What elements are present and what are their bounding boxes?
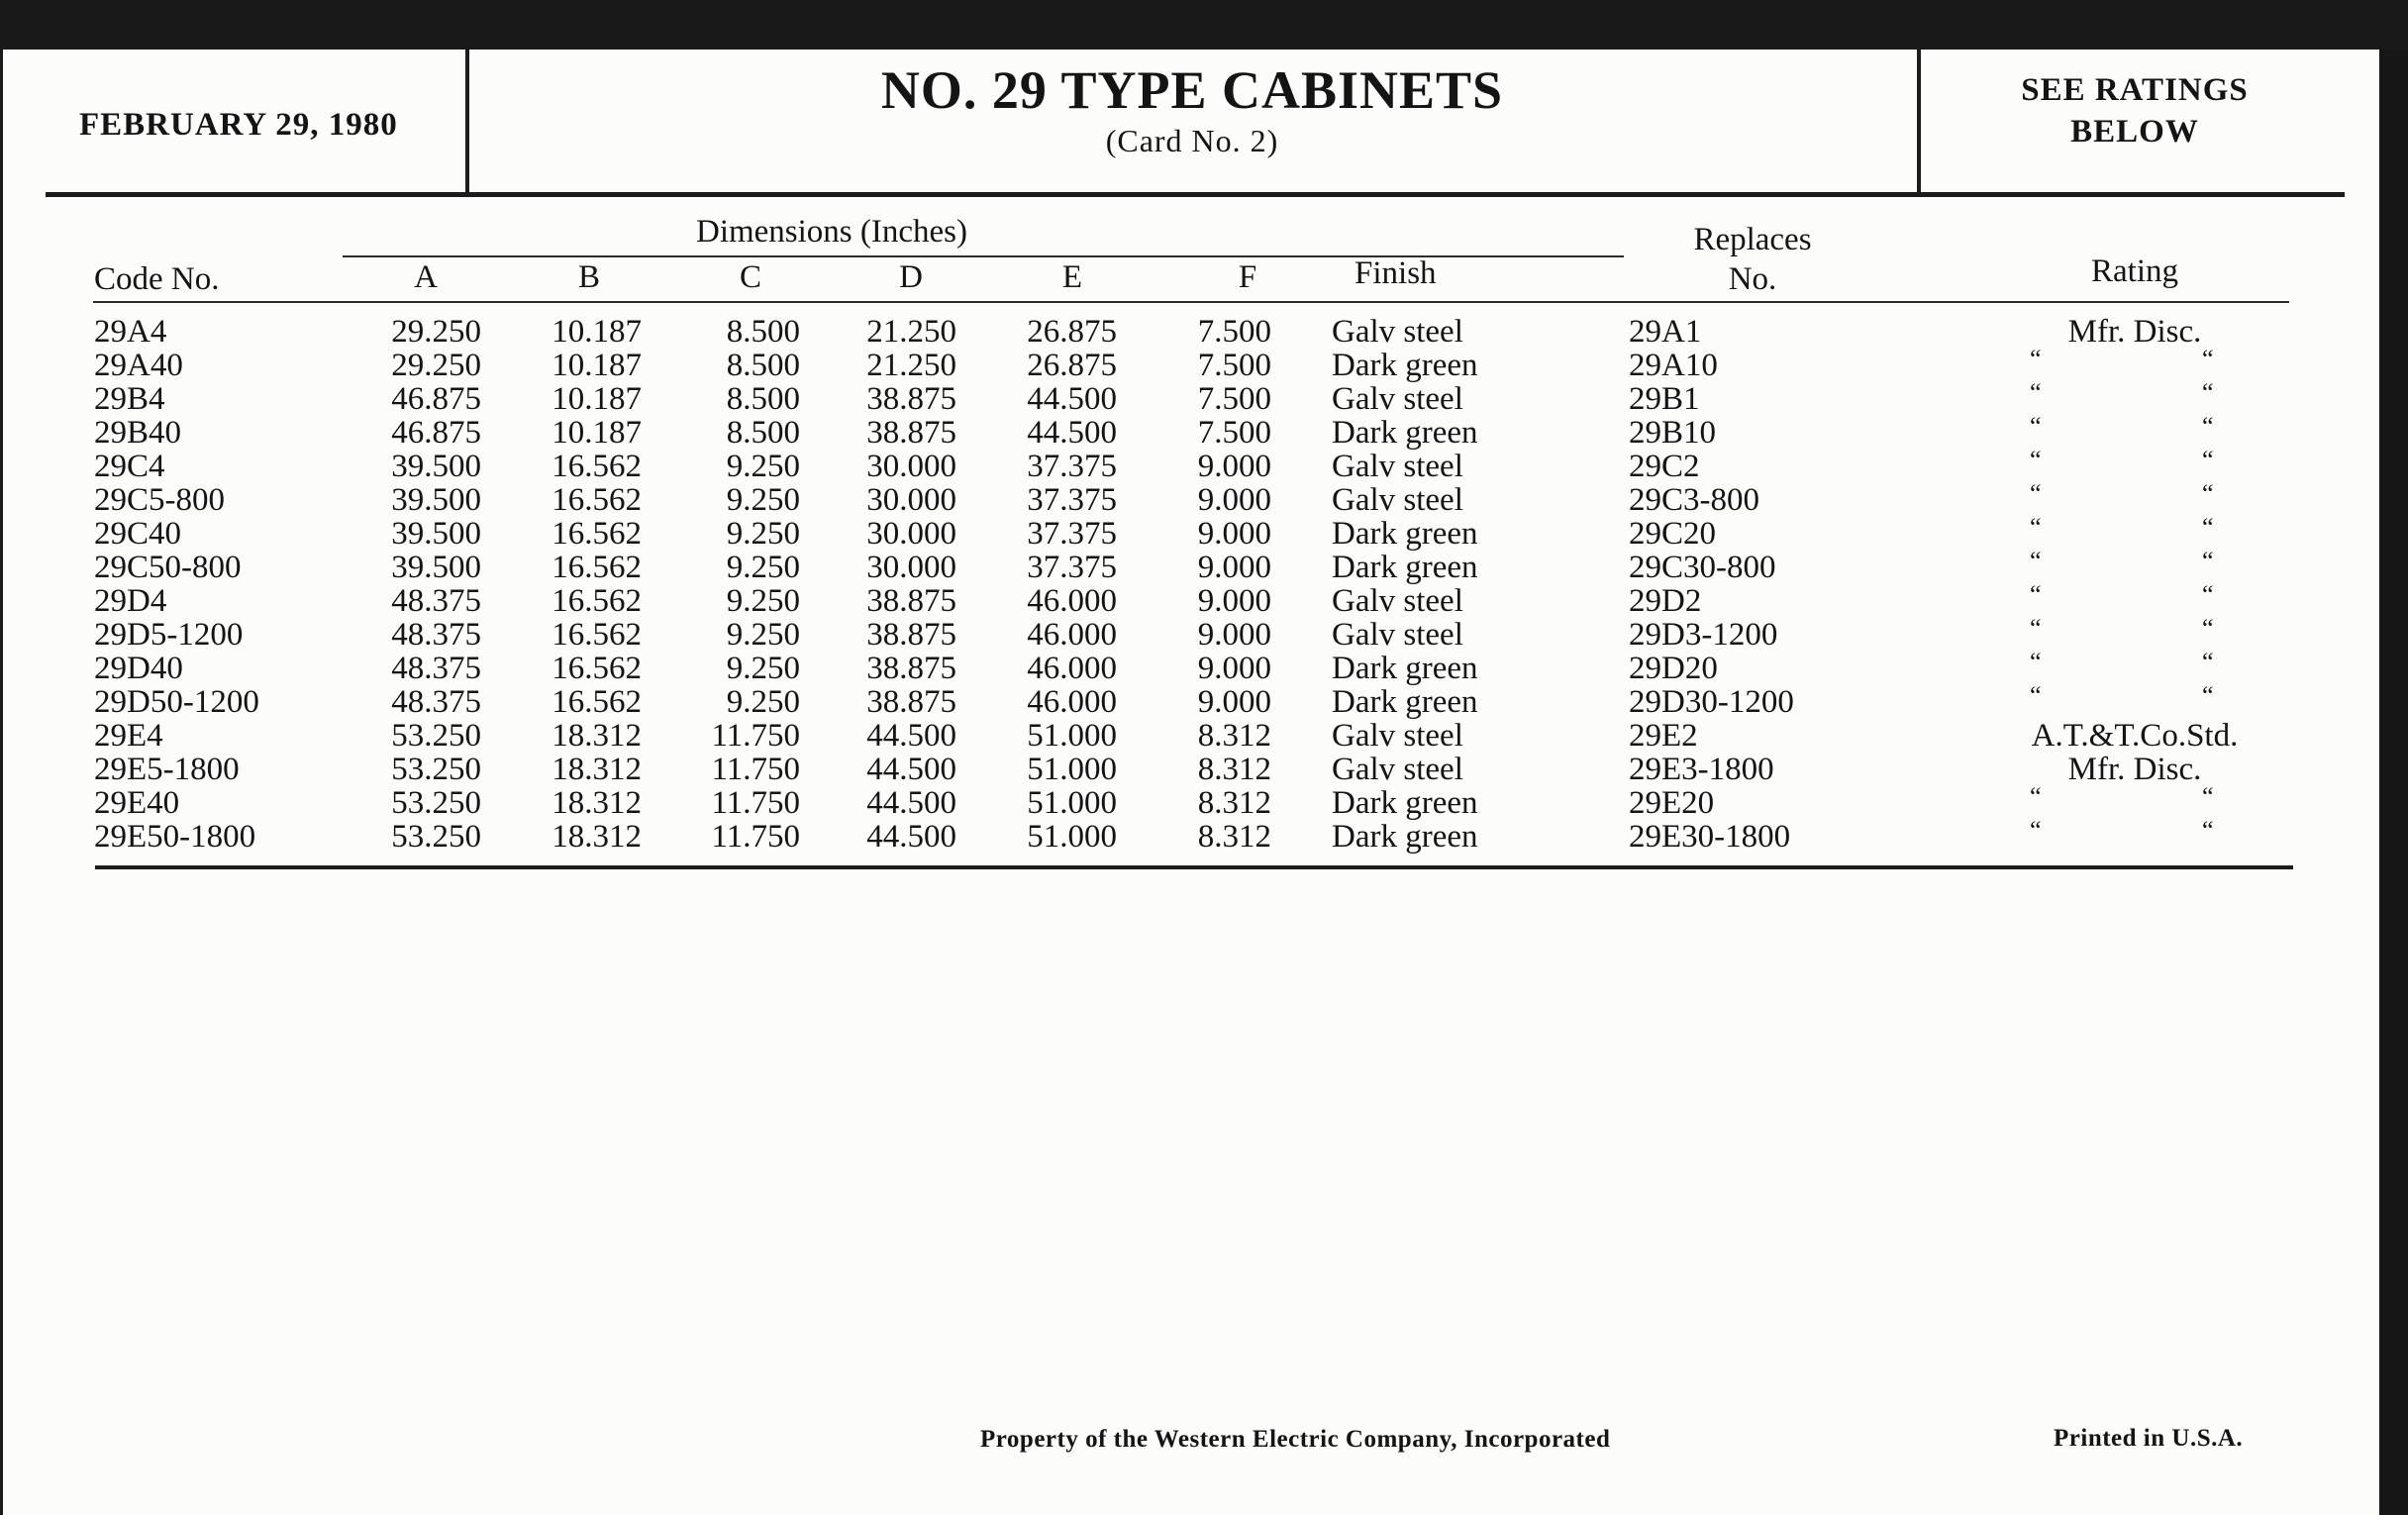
dimension-e-cell: 44.500 bbox=[1027, 415, 1117, 451]
replaces-cell: 29E3-1800 bbox=[1629, 752, 1774, 787]
dimension-f-cell: 9.000 bbox=[1197, 617, 1271, 653]
dimension-c-cell: 8.500 bbox=[726, 314, 800, 350]
dimension-e-cell: 51.000 bbox=[1027, 819, 1117, 855]
code-number-cell: 29E40 bbox=[94, 785, 180, 821]
rating-ditto-mark: “ bbox=[2202, 479, 2214, 508]
dimension-e-cell: 37.375 bbox=[1027, 550, 1117, 585]
dimension-f-cell: 9.000 bbox=[1197, 449, 1271, 484]
dimension-c-cell: 8.500 bbox=[726, 348, 800, 383]
card-number: (Card No. 2) bbox=[1105, 123, 1279, 158]
dimension-f-cell: 8.312 bbox=[1197, 752, 1271, 787]
dimension-b-cell: 16.562 bbox=[552, 583, 642, 619]
scan-right-border bbox=[2379, 50, 2408, 1515]
dimension-c-cell: 9.250 bbox=[726, 482, 800, 518]
dimension-f-cell: 7.500 bbox=[1197, 314, 1271, 350]
dimension-c-cell: 11.750 bbox=[711, 785, 800, 821]
dimension-b-cell: 18.312 bbox=[552, 785, 642, 821]
column-b: B bbox=[577, 259, 600, 295]
dimension-a-cell: 46.875 bbox=[391, 381, 481, 417]
rating-ditto-mark: “ bbox=[2030, 580, 2042, 609]
dimension-b-cell: 18.312 bbox=[552, 752, 642, 787]
table-row bbox=[0, 345, 2376, 383]
column-rating: Rating bbox=[2091, 253, 2178, 289]
rating-ditto-mark: “ bbox=[2030, 345, 2042, 373]
finish-cell: Dark green bbox=[1332, 684, 1478, 720]
dimension-b-cell: 10.187 bbox=[552, 381, 642, 417]
dimension-a-cell: 46.875 bbox=[391, 415, 481, 451]
dimension-f-cell: 9.000 bbox=[1197, 651, 1271, 686]
dimension-b-cell: 10.187 bbox=[552, 348, 642, 383]
column-finish: Finish bbox=[1354, 255, 1437, 291]
replaces-cell: 29A10 bbox=[1629, 348, 1718, 383]
finish-cell: Dark green bbox=[1332, 550, 1478, 585]
table-row bbox=[0, 648, 2376, 686]
ratings-note-line2: BELOW bbox=[2070, 114, 2199, 150]
dimensions-group-label: Dimensions (Inches) bbox=[695, 214, 968, 250]
dimension-d-cell: 38.875 bbox=[866, 617, 956, 653]
dimension-a-cell: 29.250 bbox=[391, 314, 481, 350]
rating-ditto-mark: “ bbox=[2030, 782, 2042, 811]
dimension-c-cell: 11.750 bbox=[711, 752, 800, 787]
table-row bbox=[0, 719, 2376, 753]
code-number-cell: 29E5-1800 bbox=[94, 752, 240, 787]
dimension-b-cell: 18.312 bbox=[552, 718, 642, 754]
dimension-c-cell: 9.250 bbox=[726, 449, 800, 484]
rating-ditto-mark: “ bbox=[2030, 378, 2042, 407]
dimension-a-cell: 53.250 bbox=[391, 718, 481, 754]
code-number-cell: 29C5-800 bbox=[94, 482, 225, 518]
finish-cell: Dark green bbox=[1332, 819, 1478, 855]
column-replaces-line1: Replaces bbox=[1693, 222, 1812, 257]
dimension-f-cell: 9.000 bbox=[1197, 516, 1271, 552]
table-row bbox=[0, 614, 2376, 653]
dimension-e-cell: 44.500 bbox=[1027, 381, 1117, 417]
dimension-d-cell: 38.875 bbox=[866, 583, 956, 619]
dimension-d-cell: 21.250 bbox=[866, 314, 956, 350]
dimension-f-cell: 9.000 bbox=[1197, 583, 1271, 619]
column-code: Code No. bbox=[94, 261, 220, 297]
rating-ditto-mark: “ bbox=[2030, 446, 2042, 474]
dimension-b-cell: 16.562 bbox=[552, 651, 642, 686]
finish-cell: Galv steel bbox=[1332, 449, 1463, 484]
dimension-e-cell: 46.000 bbox=[1027, 617, 1117, 653]
rating-ditto-mark: “ bbox=[2030, 614, 2042, 643]
dimension-e-cell: 37.375 bbox=[1027, 482, 1117, 518]
dimension-c-cell: 9.250 bbox=[726, 617, 800, 653]
column-a: A bbox=[414, 259, 438, 295]
column-replaces bbox=[1624, 220, 1881, 299]
replaces-cell: 29C2 bbox=[1629, 449, 1700, 484]
dimension-b-cell: 16.562 bbox=[552, 684, 642, 720]
rating-ditto-mark: “ bbox=[2030, 816, 2042, 845]
finish-cell: Galv steel bbox=[1332, 314, 1463, 350]
dimension-f-cell: 7.500 bbox=[1197, 415, 1271, 451]
dimension-c-cell: 11.750 bbox=[711, 718, 800, 754]
replaces-cell: 29E2 bbox=[1629, 718, 1698, 754]
table-row bbox=[0, 412, 2376, 451]
rating-ditto-mark: “ bbox=[2202, 547, 2214, 575]
table-bottom-rule bbox=[95, 865, 2293, 869]
replaces-cell: 29E20 bbox=[1629, 785, 1715, 821]
code-number-cell: 29D50-1200 bbox=[94, 684, 259, 720]
finish-cell: Galv steel bbox=[1332, 752, 1463, 787]
rating-ditto-mark: “ bbox=[2202, 580, 2214, 609]
rating-ditto-mark: “ bbox=[2030, 513, 2042, 542]
replaces-cell: 29A1 bbox=[1629, 314, 1702, 350]
dimension-e-cell: 26.875 bbox=[1027, 314, 1117, 350]
dimension-d-cell: 38.875 bbox=[866, 381, 956, 417]
replaces-cell: 29C3-800 bbox=[1629, 482, 1759, 518]
dimension-f-cell: 9.000 bbox=[1197, 482, 1271, 518]
column-e: E bbox=[1061, 259, 1083, 295]
table-row bbox=[0, 479, 2376, 518]
table-row bbox=[0, 681, 2376, 720]
dimension-e-cell: 46.000 bbox=[1027, 651, 1117, 686]
dimension-d-cell: 44.500 bbox=[866, 785, 956, 821]
dimension-a-cell: 48.375 bbox=[391, 583, 481, 619]
rating-ditto-mark: “ bbox=[2030, 547, 2042, 575]
dimension-c-cell: 8.500 bbox=[726, 381, 800, 417]
code-number-cell: 29C40 bbox=[94, 516, 182, 552]
replaces-cell: 29B1 bbox=[1629, 381, 1700, 417]
dimension-e-cell: 51.000 bbox=[1027, 718, 1117, 754]
replaces-cell: 29D30-1200 bbox=[1629, 684, 1794, 720]
code-number-cell: 29D40 bbox=[94, 651, 183, 686]
cabinet-table bbox=[0, 315, 2376, 854]
rating-ditto-mark: “ bbox=[2202, 816, 2214, 845]
dimension-d-cell: 30.000 bbox=[866, 449, 956, 484]
dimension-f-cell: 9.000 bbox=[1197, 550, 1271, 585]
finish-cell: Dark green bbox=[1332, 785, 1478, 821]
replaces-cell: 29D2 bbox=[1629, 583, 1702, 619]
dimension-a-cell: 48.375 bbox=[391, 684, 481, 720]
dimension-c-cell: 9.250 bbox=[726, 684, 800, 720]
dimension-b-cell: 18.312 bbox=[552, 819, 642, 855]
dimension-e-cell: 26.875 bbox=[1027, 348, 1117, 383]
printed-in-notice: Printed in U.S.A. bbox=[2054, 1425, 2244, 1452]
table-row bbox=[0, 753, 2376, 786]
table-row bbox=[0, 816, 2376, 855]
code-number-cell: 29E4 bbox=[94, 718, 163, 754]
dimension-b-cell: 16.562 bbox=[552, 550, 642, 585]
column-c: C bbox=[739, 259, 761, 295]
issue-date: FEBRUARY 29, 1980 bbox=[79, 107, 398, 143]
dimension-f-cell: 9.000 bbox=[1197, 684, 1271, 720]
dimension-a-cell: 53.250 bbox=[391, 785, 481, 821]
code-number-cell: 29C50-800 bbox=[94, 550, 242, 585]
replaces-cell: 29D3-1200 bbox=[1629, 617, 1778, 653]
table-row bbox=[0, 513, 2376, 552]
dimension-f-cell: 7.500 bbox=[1197, 381, 1271, 417]
rating-cell: A.T.&T.Co.Std. bbox=[2031, 718, 2239, 754]
dimension-b-cell: 16.562 bbox=[552, 449, 642, 484]
rating-ditto-mark: “ bbox=[2202, 648, 2214, 676]
finish-cell: Galv steel bbox=[1332, 381, 1463, 417]
dimension-a-cell: 39.500 bbox=[391, 550, 481, 585]
rating-ditto-mark: “ bbox=[2202, 681, 2214, 710]
column-f: F bbox=[1238, 259, 1257, 295]
column-header-rule bbox=[93, 301, 2289, 303]
rating-ditto-mark: “ bbox=[2202, 446, 2214, 474]
dimension-a-cell: 48.375 bbox=[391, 617, 481, 653]
finish-cell: Galv steel bbox=[1332, 617, 1463, 653]
replaces-cell: 29C20 bbox=[1629, 516, 1717, 552]
header-rule bbox=[46, 192, 2345, 197]
rating-ditto-mark: “ bbox=[2030, 412, 2042, 441]
rating-ditto-mark: “ bbox=[2030, 479, 2042, 508]
dimension-f-cell: 8.312 bbox=[1197, 785, 1271, 821]
rating-ditto-mark: “ bbox=[2202, 513, 2214, 542]
column-replaces-line2: No. bbox=[1728, 261, 1777, 297]
code-number-cell: 29B40 bbox=[94, 415, 182, 451]
finish-cell: Dark green bbox=[1332, 348, 1478, 383]
replaces-cell: 29D20 bbox=[1629, 651, 1718, 686]
dimension-d-cell: 30.000 bbox=[866, 516, 956, 552]
rating-ditto-mark: “ bbox=[2202, 345, 2214, 373]
rating-ditto-mark: “ bbox=[2202, 614, 2214, 643]
table-row bbox=[0, 378, 2376, 417]
replaces-cell: 29E30-1800 bbox=[1629, 819, 1791, 855]
dimension-d-cell: 38.875 bbox=[866, 415, 956, 451]
table-row bbox=[0, 782, 2376, 821]
code-number-cell: 29D5-1200 bbox=[94, 617, 244, 653]
table-row bbox=[0, 580, 2376, 619]
rating-ditto-mark: “ bbox=[2030, 681, 2042, 710]
dimension-d-cell: 38.875 bbox=[866, 651, 956, 686]
rating-ditto-mark: “ bbox=[2202, 378, 2214, 407]
finish-cell: Dark green bbox=[1332, 651, 1478, 686]
dimension-c-cell: 9.250 bbox=[726, 583, 800, 619]
property-notice: Property of the Western Electric Company, Incorporated bbox=[980, 1426, 1611, 1453]
ratings-note-line1: SEE RATINGS bbox=[2021, 72, 2249, 108]
dimension-a-cell: 39.500 bbox=[391, 516, 481, 552]
replaces-cell: 29C30-800 bbox=[1629, 550, 1776, 585]
code-number-cell: 29A40 bbox=[94, 348, 183, 383]
table-row bbox=[0, 315, 2376, 349]
ratings-note bbox=[1921, 69, 2349, 152]
dimension-a-cell: 48.375 bbox=[391, 651, 481, 686]
code-number-cell: 29D4 bbox=[94, 583, 167, 619]
dimension-f-cell: 8.312 bbox=[1197, 718, 1271, 754]
dimension-e-cell: 46.000 bbox=[1027, 684, 1117, 720]
finish-cell: Dark green bbox=[1332, 415, 1478, 451]
dimension-d-cell: 44.500 bbox=[866, 718, 956, 754]
dimension-e-cell: 37.375 bbox=[1027, 449, 1117, 484]
dimension-e-cell: 46.000 bbox=[1027, 583, 1117, 619]
code-number-cell: 29C4 bbox=[94, 449, 165, 484]
dimension-d-cell: 44.500 bbox=[866, 819, 956, 855]
dimension-d-cell: 21.250 bbox=[866, 348, 956, 383]
dimension-d-cell: 30.000 bbox=[866, 550, 956, 585]
dimension-c-cell: 9.250 bbox=[726, 651, 800, 686]
dimension-a-cell: 39.500 bbox=[391, 482, 481, 518]
finish-cell: Galv steel bbox=[1332, 583, 1463, 619]
dimension-d-cell: 30.000 bbox=[866, 482, 956, 518]
rating-ditto-mark: “ bbox=[2202, 782, 2214, 811]
finish-cell: Dark green bbox=[1332, 516, 1478, 552]
dimension-e-cell: 51.000 bbox=[1027, 752, 1117, 787]
dimension-a-cell: 53.250 bbox=[391, 819, 481, 855]
dimension-c-cell: 8.500 bbox=[726, 415, 800, 451]
card-title: NO. 29 TYPE CABINETS bbox=[880, 60, 1504, 120]
rating-ditto-mark: “ bbox=[2030, 648, 2042, 676]
rating-ditto-mark: “ bbox=[2202, 412, 2214, 441]
dimension-a-cell: 29.250 bbox=[391, 348, 481, 383]
code-number-cell: 29B4 bbox=[94, 381, 165, 417]
dimension-c-cell: 9.250 bbox=[726, 516, 800, 552]
finish-cell: Galv steel bbox=[1332, 718, 1463, 754]
dimension-b-cell: 10.187 bbox=[552, 415, 642, 451]
replaces-cell: 29B10 bbox=[1629, 415, 1717, 451]
table-row bbox=[0, 547, 2376, 585]
column-d: D bbox=[899, 259, 923, 295]
dimension-d-cell: 44.500 bbox=[866, 752, 956, 787]
code-number-cell: 29A4 bbox=[94, 314, 167, 350]
scan-top-border bbox=[0, 0, 2408, 51]
dimension-c-cell: 11.750 bbox=[711, 819, 800, 855]
code-number-cell: 29E50-1800 bbox=[94, 819, 256, 855]
dimension-c-cell: 9.250 bbox=[726, 550, 800, 585]
dimension-b-cell: 10.187 bbox=[552, 314, 642, 350]
dimension-a-cell: 53.250 bbox=[391, 752, 481, 787]
dimension-b-cell: 16.562 bbox=[552, 516, 642, 552]
finish-cell: Galv steel bbox=[1332, 482, 1463, 518]
dimension-d-cell: 38.875 bbox=[866, 684, 956, 720]
dimension-b-cell: 16.562 bbox=[552, 482, 642, 518]
dimension-e-cell: 37.375 bbox=[1027, 516, 1117, 552]
table-row bbox=[0, 446, 2376, 484]
dimension-b-cell: 16.562 bbox=[552, 617, 642, 653]
dimension-f-cell: 8.312 bbox=[1197, 819, 1271, 855]
rating-cell: Mfr. Disc. bbox=[2067, 752, 2202, 787]
dimension-a-cell: 39.500 bbox=[391, 449, 481, 484]
rating-cell: Mfr. Disc. bbox=[2067, 314, 2202, 350]
dimension-f-cell: 7.500 bbox=[1197, 348, 1271, 383]
dimension-e-cell: 51.000 bbox=[1027, 785, 1117, 821]
